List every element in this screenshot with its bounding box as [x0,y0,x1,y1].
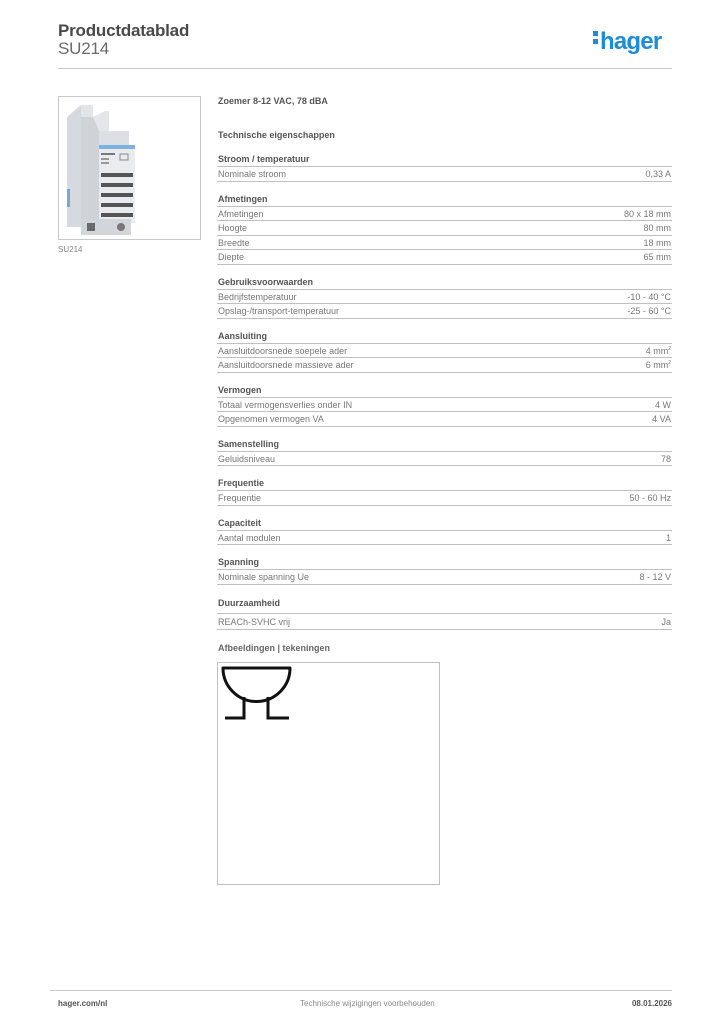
spec-row [217,304,672,319]
document-title: Productdatablad [58,21,190,40]
spec-label: Bedrijfstemperatuur [218,291,297,302]
spec-group-title: Aansluiting [217,329,672,344]
spec-label: Aantal modulen [218,532,281,543]
spec-value: -10 - 40 °C [627,291,671,302]
spec-group-title: Duurzaamheid [217,595,672,614]
spec-group-power [217,383,672,427]
hager-logo[interactable]: hager [593,28,661,56]
spec-group-title: Samenstelling [217,437,672,452]
spec-label: Nominale stroom [218,169,287,179]
spec-value: 78 [660,453,671,464]
spec-label: Geluidsniveau [218,453,276,464]
spec-row [217,167,672,182]
spec-row [217,491,672,506]
spec-row [217,236,672,251]
spec-value: -25 - 60 °C [627,306,671,316]
spec-label: Opslag-/transport-temperatuur [218,306,340,316]
footer-disclaimer: Technische wijzigingen voorbehouden [300,999,435,1008]
product-image-caption: SU214 [58,245,83,254]
spec-group-connection [217,329,672,373]
spec-label: Aansluitdoorsnede soepele ader [218,345,348,356]
spec-value: Ja [661,616,671,627]
spec-row [217,207,672,222]
drawing-frame [217,662,440,885]
technical-properties-heading: Technische eigenschappen [218,130,335,140]
spec-group-capacity [217,516,672,546]
spec-row [217,290,672,305]
spec-label: Afmetingen [218,208,264,219]
modular-buzzer-device-icon [59,97,201,240]
spec-value: 18 mm [643,237,671,248]
spec-group-title: Stroom / temperatuur [217,152,672,167]
spec-row [217,452,672,467]
spec-value: 80 mm [643,223,671,233]
spec-row [217,531,672,546]
spec-value: 6 $mm^2$ [645,360,671,370]
spec-row [217,412,672,427]
spec-group-current-temperature [217,152,672,182]
footer-divider [50,990,672,991]
header-divider [58,68,672,69]
spec-group-title: Afmetingen [217,192,672,207]
spec-row [217,570,672,585]
spec-group-title: Gebruiksvoorwaarden [217,275,672,290]
product-description: Zoemer 8-12 VAC, 78 dBA [218,96,328,106]
spec-value: 4 VA [652,414,671,424]
spec-group-title: Capaciteit [217,516,672,531]
footer-date: 08.01.2026 [631,999,672,1008]
footer-website-link[interactable]: hager.com/nl [58,999,108,1008]
spec-value: 80 x 18 mm [623,208,671,219]
spec-label: Opgenomen vermogen VA [218,414,324,424]
spec-label: Breedte [218,237,250,248]
spec-row [217,358,672,373]
buzzer-symbol-icon [218,663,441,886]
spec-row [217,221,672,236]
spec-label: REACh-SVHC vrij [218,616,291,627]
drawings-heading: Afbeeldingen | tekeningen [218,643,331,653]
spec-value: 4 $mm^2$ [645,345,671,356]
spec-value: 8 - 12 V [639,572,671,582]
spec-group-title: Frequentie [217,476,672,491]
product-code: SU214 [58,39,109,58]
spec-group-operating-conditions [217,275,672,319]
spec-group-title: Spanning [217,555,672,570]
spec-label: Totaal vermogensverlies onder IN [218,399,353,410]
spec-group-frequency [217,476,672,506]
spec-row [217,250,672,265]
spec-group-dimensions [217,192,672,265]
spec-label: Nominale spanning Ue [218,572,310,582]
spec-row [217,614,672,630]
spec-value: 0,33 A [645,169,671,179]
spec-group-composition [217,437,672,467]
spec-label: Aansluitdoorsnede massieve ader [218,360,354,370]
spec-value: 50 - 60 Hz [629,493,671,503]
spec-value: 1 [665,532,671,543]
spec-table [217,152,672,640]
spec-group-sustainability [217,595,672,630]
spec-label: Diepte [218,252,245,262]
spec-group-voltage [217,555,672,585]
logo-colon-icon [593,28,598,47]
spec-value: 4 W [654,399,671,410]
spec-label: Frequentie [218,493,262,503]
product-image [58,96,201,240]
spec-value: 65 mm [643,252,671,262]
spec-label: Hoogte [218,223,248,233]
spec-group-title: Vermogen [217,383,672,398]
spec-row [217,344,672,359]
spec-row [217,398,672,413]
